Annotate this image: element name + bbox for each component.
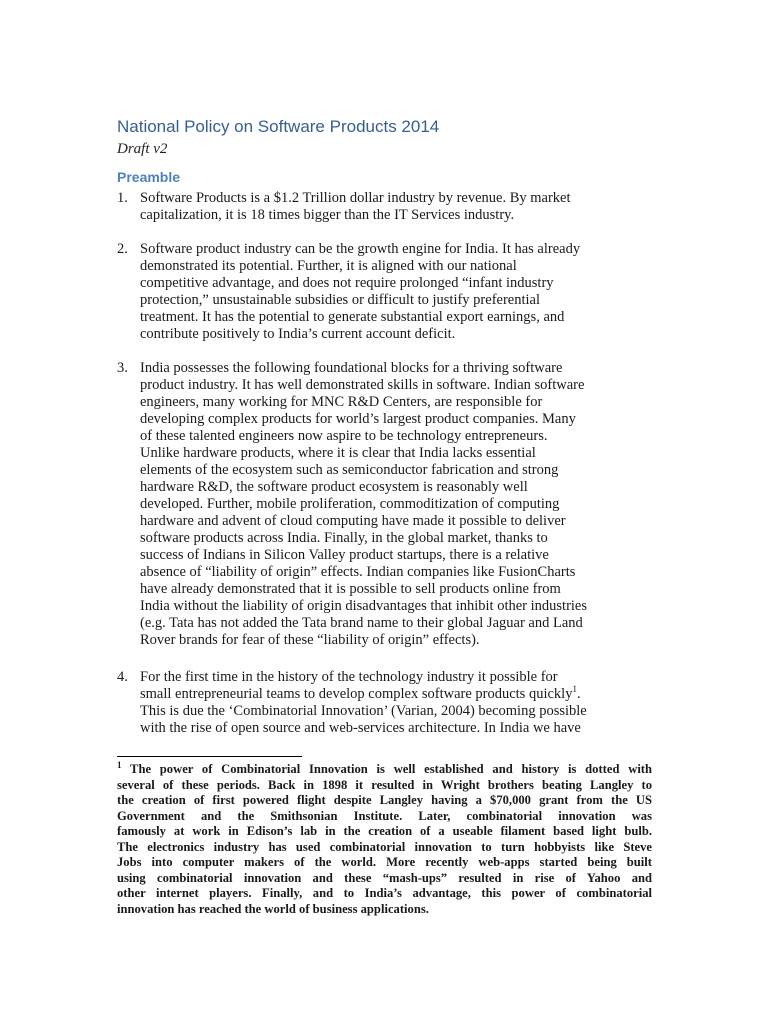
item-line: product industry. It has well demonstrated skills in software. Indian software [140,377,585,393]
item-line: India without the liability of origin disadvantages that inhibit other industries [140,598,588,614]
item-line: hardware R&D, the software product ecosystem is reasonably well [140,479,528,495]
item-line: contribute positively to India’s current account deficit. [140,326,456,342]
footnote-line: using combinatorial innovation and these “mash-ups” resulted in rise of Yahoo and [117,870,652,885]
item-line: elements of the ecosystem such as semiconductor fabrication and strong [140,462,559,478]
footnote-line: several of these periods. Back in 1898 it resulted in Wright brothers beating Langley to [117,777,652,792]
item-line: Unlike hardware products, where it is clear that India lacks essential [140,445,536,461]
item-line: have already demonstrated that it is possible to sell products online from [140,581,561,597]
list-item [117,360,657,649]
footnote-separator [117,756,302,757]
item-line: absence of “liability of origin” effects. Indian companies like FusionCharts [140,564,576,580]
item-line: (e.g. Tata has not added the Tata brand name to their global Jaguar and Land [140,615,583,631]
item-number: 1. [117,190,128,206]
item-line: treatment. It has the potential to generate substantial export earnings, and [140,309,565,325]
footnote-line: innovation has reached the world of business applications. [117,901,429,916]
footnote-line-text: The power of Combinatorial Innovation is well established and history is dotted with [130,762,653,776]
item-number: 3. [117,360,128,376]
item-line: For the first time in the history of the technology industry it possible for [140,669,558,685]
footnote-line: other internet players. Finally, and to India’s advantage, this power of combinatorial [117,886,652,900]
item-line: competitive advantage, and does not require prolonged “infant industry [140,275,554,291]
list-item [117,190,657,224]
footnote-line: The electronics industry has used combinatorial innovation to turn hobbyists like Steve [117,839,652,854]
item-line: protection,” unsustainable subsidies or difficult to justify preferential [140,292,540,308]
footnote-reference[interactable]: 1 [572,684,577,695]
item-line: small entrepreneurial teams to develop complex software products quickly$^1$. [140,684,581,702]
item-line: software products across India. Finally, in the global market, thanks to [140,530,548,546]
item-line: This is due the ‘Combinatorial Innovation’ (Varian, 2004) becoming possible [140,703,587,719]
item-number: 4. [117,669,128,685]
item-line: Software Products is a $1.2 Trillion dollar industry by revenue. By market [140,190,571,206]
item-line: Rover brands for fear of these “liability of origin” effects). [140,632,480,648]
list-item [117,241,657,343]
document-title: National Policy on Software Products 2014 [117,117,440,136]
item-line: demonstrated its potential. Further, it is aligned with our national [140,258,517,274]
item-line: developed. Further, mobile proliferation, commoditization of computing [140,496,560,512]
item-line: of these talented engineers now aspire to be technology entrepreneurs. [140,428,548,444]
footnote-line [117,759,653,778]
item-line: hardware and advent of cloud computing have made it possible to deliver [140,513,566,529]
footnote-line: the creation of first powered flight despite Langley having a $70,000 grant from the US [117,793,652,807]
item-line: Software product industry can be the growth engine for India. It has already [140,241,581,257]
footnote-line: Jobs into computer makers of the world. More recently web-apps started being built [117,855,652,869]
footnote-marker: 1 [117,759,122,770]
section-heading: Preamble [117,169,181,185]
footnote-line: Government and the Smithsonian Institute. Later, combinatorial innovation was [117,808,652,823]
footnote-line: famously at work in Edison’s lab in the creation of a useable filament based light bulb. [117,824,652,838]
item-line: engineers, many working for MNC R&D Centers, are responsible for [140,394,543,410]
item-line-text: small entrepreneurial teams to develop complex software products quickly [140,686,573,702]
footnote [117,759,653,917]
item-number: 2. [117,241,128,257]
item-line: India possesses the following foundational blocks for a thriving software [140,360,563,376]
item-line: developing complex products for world’s largest product companies. Many [140,411,576,427]
item-line: success of Indians in Silicon Valley product startups, there is a relative [140,547,549,563]
document-subtitle: Draft v2 [117,141,168,157]
list-item [117,669,657,737]
item-line: capitalization, it is 18 times bigger than the IT Services industry. [140,207,515,223]
item-line: with the rise of open source and web-services architecture. In India we have [140,720,581,736]
